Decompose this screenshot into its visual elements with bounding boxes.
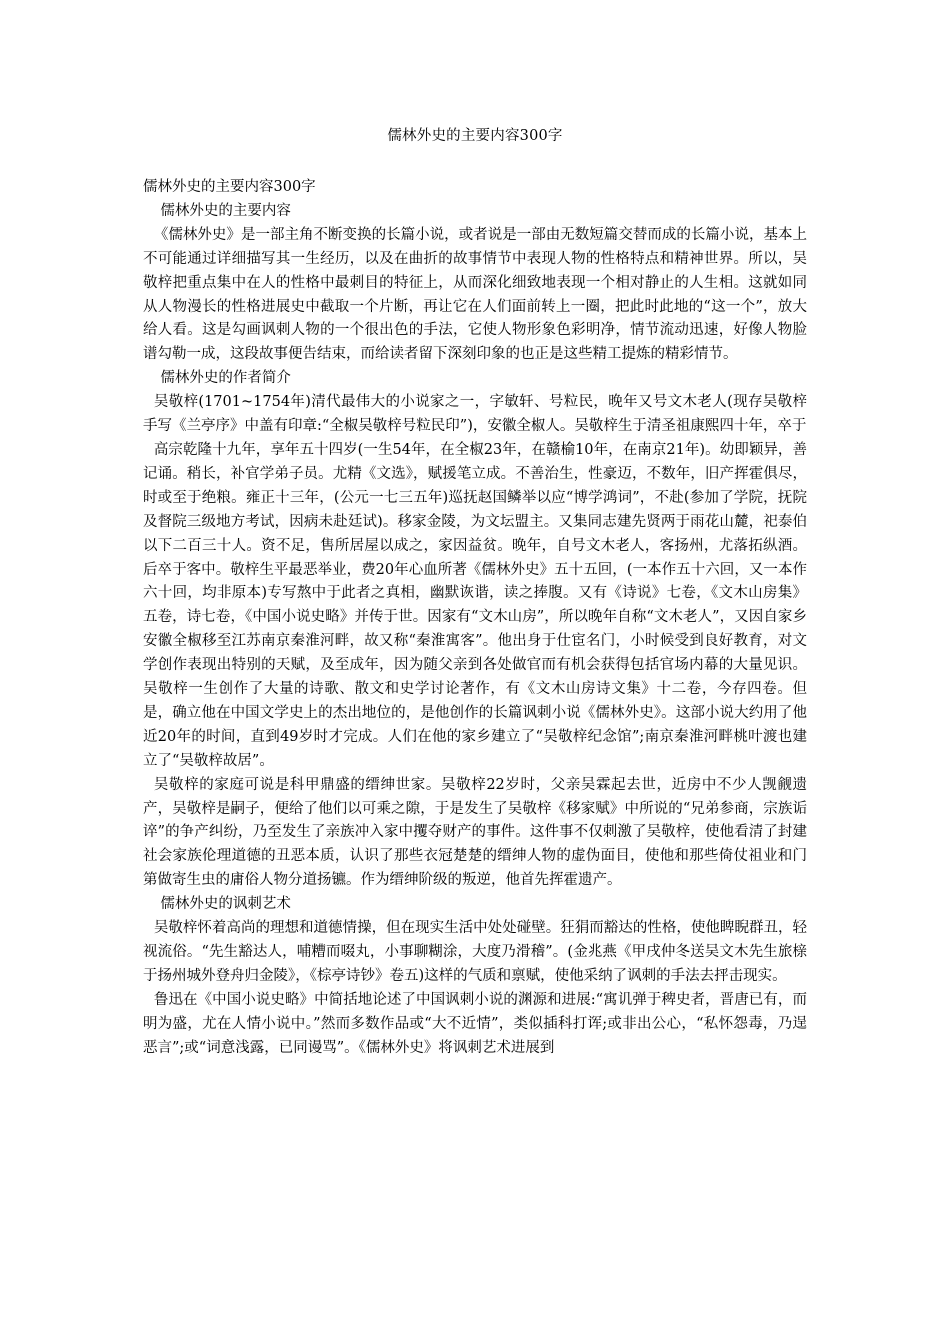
- paragraph: 吴敬梓的家庭可说是科甲鼎盛的缙绅世家。吴敬梓22岁时，父亲吴霖起去世，近房中不少人觊觎遗产，吴敬梓是嗣子，便给了他们以可乘之隙，于是发生了吴敬梓《移家赋》中所说的“兄弟参商，宗族诟谇”的争产纠纷，乃至发生了亲族冲入家中攫夺财产的事件。这件事不仅刺激了吴敬梓，使他看清了封建社会家族伦理道德的丑恶本质，认识了那些衣冠楚楚的缙绅人物的虚伪面目，使他和那些倚仗祖业和门第做寄生虫的庸俗人物分道扬镳。作为缙绅阶级的叛逆，他首先挥霍遗产。: [143, 776, 807, 889]
- paragraph: 吴敬梓怀着高尚的理想和道德情操，但在现实生活中处处碰壁。狂狷而豁达的性格，使他睥睨群丑，轻视流俗。“先生豁达人，哺糟而啜丸，小事聊糊涂，大度乃滑稽”。(金兆燕《甲戌仲冬送吴文木先生旅榇于扬州城外登舟归金陵》，《棕亭诗钞》卷五)这样的气质和禀赋，使他采纳了讽刺的手法去抨击现实。: [143, 920, 807, 984]
- document-subtitle: 儒林外史的主要内容300字: [143, 179, 316, 195]
- document-title: 儒林外史的主要内容300字: [387, 128, 563, 144]
- paragraph: 《儒林外史》是一部主角不断变换的长篇小说，或者说是一部由无数短篇交替而成的长篇小说，基本上不可能通过详细描写其一生经历，以及在曲折的故事情节中表现人物的性格特点和精神世界。所以，吴敬梓把重点集中在人的性格中最刺目的特征上，从而深化细致地表现一个相对静止的人生相。这就如同从人物漫长的性格进展史中截取一个片断，再让它在人们面前转上一圈，把此时此地的“这一个”，放大给人看。这是勾画讽刺人物的一个很出色的手法，它使人物形象色彩明净，情节流动迅速，好像人物脸谱勾勒一成，这段故事便告结束，而给读者留下深刻印象的也正是这些精工提炼的精彩情节。: [143, 226, 807, 363]
- paragraph: 高宗乾隆十九年，享年五十四岁(一生54年，在全椒23年，在赣榆10年，在南京21年)。幼即颖异，善记诵。稍长，补官学弟子员。尤精《文选》，赋援笔立成。不善治生，性豪迈，不数年，旧产挥霍俱尽，时或至于绝粮。雍正十三年，(公元一七三五年)巡抚赵国鳞举以应“博学鸿词”，不赴(参加了学院，抚院及督院三级地方考试，因病未赴廷试)。移家金陵，为文坛盟主。又集同志建先贤两于雨花山麓，祀泰伯以下二百三十人。资不足，售所居屋以成之，家因益贫。晚年，自号文木老人，客扬州，尤落拓纵酒。后卒于客中。敬梓生平最恶举业，费20年心血所著《儒林外史》五十五回，(一本作五十六回，又一本作六十回，均非原本)专写熬中于此者之真相，幽默诙谐，读之捧腹。又有《诗说》七卷，《文木山房集》五卷，诗七卷，《中国小说史略》并传于世。因家有“文木山房”，所以晚年自称“文木老人”，又因自家乡安徽全椒移至江苏南京秦淮河畔，故又称“秦淮寓客”。他出身于仕宦名门，小时候受到良好教育，对文学创作表现出特别的天赋，及至成年，因为随父亲到各处做官而有机会获得包括官场内幕的大量见识。吴敬梓一生创作了大量的诗歌、散文和史学讨论著作，有《文木山房诗文集》十二卷，今存四卷。但是，确立他在中国文学史上的杰出地位的，是他创作的长篇讽刺小说《儒林外史》。这部小说大约用了他近20年的时间，直到49岁时才完成。人们在他的家乡建立了“吴敬梓纪念馆”;南京秦淮河畔桃叶渡也建立了“吴敬梓故居”。: [143, 441, 807, 769]
- paragraph: 鲁迅在《中国小说史略》中简括地论述了中国讽刺小说的渊源和进展:“寓讥弹于稗史者，晋唐已有，而明为盛，尤在人情小说中。”然而多数作品或“大不近情”，类似插科打诨;或非出公心，“私怀怨毒，乃逞恶言”;或“词意浅露，已同谩骂”。《儒林外史》将讽刺艺术进展到: [143, 991, 807, 1056]
- section-heading-main-content: 儒林外史的主要内容: [160, 202, 291, 219]
- section-heading-satire-art: 儒林外史的讽刺艺术: [160, 896, 291, 913]
- document-body: [143, 176, 807, 1061]
- section-heading-author-bio: 儒林外史的作者简介: [160, 370, 291, 387]
- paragraph: 吴敬梓(1701~1754年)清代最伟大的小说家之一，字敏轩、号粒民，晚年又号文木老人(现存吴敬梓手写《兰亭序》中盖有印章:“全椒吴敬梓号粒民印”)，安徽全椒人。吴敬梓生于清圣祖康熙四十年，卒于: [143, 394, 807, 435]
